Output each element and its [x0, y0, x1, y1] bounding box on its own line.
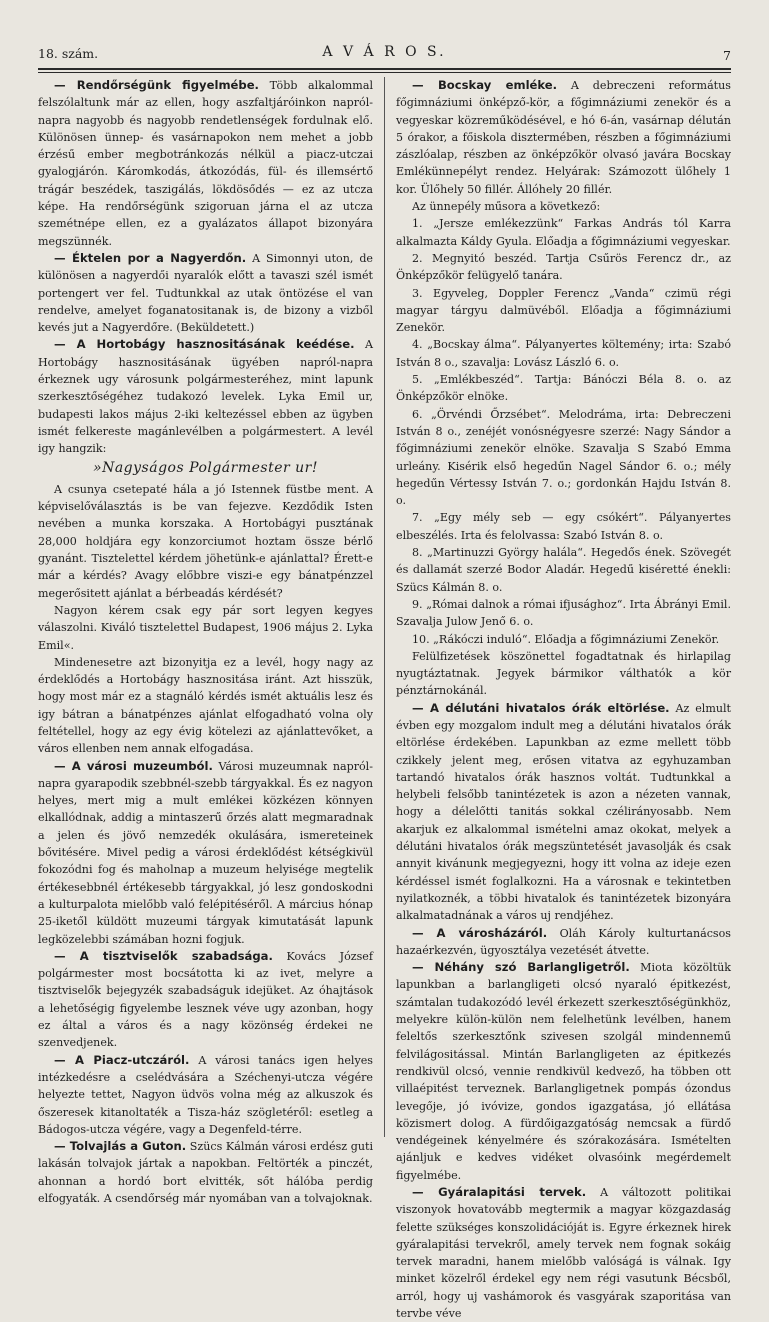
newspaper-title: A V Á R O S. [322, 44, 447, 60]
left-column [38, 77, 384, 1205]
page-number: 7 [723, 48, 731, 63]
article-paragraph [396, 596, 731, 631]
article-paragraph [396, 250, 731, 285]
article-text: 3. Egyveleg, Doppler Ferencz „Vanda“ czimü régi magyar tárgyu dalmüvéből. Előadja a főgimnáziumi Zenekör. [396, 286, 731, 335]
article-text: Városi muzeumnak napról-napra gyarapodik szebbnél-szebb tárgyakkal. És ez nagyon helyes, mert mig a mult emlékei közkézen könnyen elkallódnak, addig a mintaszerű őrzés alatt megmaradnak a jelen és jövő nemzedék okulására, ismeretеinek bővitésére. Mivel pedig a városi érdeklődést kétségkivül fokozódni fog és maholnap a muzeum helyisége megtelik értékesebbnél értékesebb tárgyakkal, jó lesz gondoskodni a kulturpalota mielőbb való felépitéséről. A március hónap 25-iketől küldött muzeumi tárgyak kimutatását lapunk legközelebbi számában hozni fogjuk. [38, 759, 373, 946]
article-paragraph [396, 959, 731, 1184]
article-text: Több alkalommal felszólaltunk már az ellen, hogy aszfaltjáróinkon napról-napra nagyobb és nagyobb rendetlenségek fordulnak elő. Különösen ünnep- és vasárnapokon nem mehet a jobb érzésű ember megbotránkozás nélkül a piacz-utczai gyalogjárón. Káromkodás, átkozódás, fül- és illemsértő trágár beszédek, taszigálás, lökdösődés — ez az utcza képe. Ha rendőrségünk szigoruan járna el az utcza szemétnépe ellen, ez a gyalázatos állapot bizonyára megszünnék. [38, 79, 373, 248]
article-text: 8. „Martinuzzi György halála“. Hegedős ének. Szövegét és dallamát szerzé Bodor Aladár. Hegedű kiséretté énekli: Szücs Kálmán 8. o. [396, 546, 731, 594]
right-column [384, 77, 731, 1321]
article-heading: — Éktelen por a Nagyerdőn. [54, 250, 247, 265]
article-paragraph [396, 198, 731, 215]
article-text: Az ünnepély műsora a következő: [412, 200, 601, 214]
article-paragraph [38, 654, 373, 758]
article-text: Nagyon kérem csak egy pár sort legyen kegyes válaszolni. Kiváló tisztelettel Budapest, 1906 május 2. Lyka Emil«. [38, 603, 373, 652]
article-paragraph [38, 77, 373, 250]
article-text: 7. „Egy mély seb — egy csókért“. Pályanyertes elbeszélés. Irta és felolvassa: Szabó István 8. o. [396, 511, 731, 542]
issue-number: 18. szám. [38, 46, 99, 61]
article-paragraph [38, 602, 373, 654]
article-text: Oláh Károly kulturtanácsos hazaérkezvén, ügyosztálya vezetését átvette. [396, 926, 731, 957]
letter-salutation: »Nagyságos Polgármester ur! [93, 459, 318, 476]
article-heading: — Tolvajlás a Guton. [54, 1139, 187, 1154]
article-paragraph [38, 758, 373, 948]
article-text: A Hortobágy hasznositásának ügyében napról-napra érkeznek ugy városunk polgármesteréhez, mint lapunk szerkesztőségéhez tudakozó levelek. Lyka Emil ur, budapesti lakos május 2-iki keltezéssel ebben az ügyben ismét felkereste magánlevélben a polgármestert. A levél igy hangzik: [38, 338, 373, 456]
article-paragraph [396, 406, 731, 510]
article-paragraph [396, 336, 731, 371]
article-text: A Simonnyi uton, de különösen a nagyerdői nyaralók előtt a tavaszi szél ismét portengert ver fel. Tudtunkkal az utak öntözése el van rendelve, amelyet foganatositanak is, de bizony a vizből kevés jut a Nagyerdőre. (Beküldetett.) [38, 251, 373, 335]
article-paragraph [38, 481, 373, 602]
article-text: A változott politikai viszonyok hovatovább megtermik a magyar közgazdaság felette szükséges konszolidációját is. Egyre érkeznek hirek gyáralapitási tervekről, amely tervek nem fognak sokáig tervek maradni, hanem mielőbb valóságá is válnak. Igy minket közelről érdekel egy nem régi vasutunk Bécsből, arról, hogy uj vashámorok és vasgyárak szaporitása van tervbe véve [396, 1186, 731, 1321]
article-paragraph [38, 948, 373, 1052]
article-text: Kovács József polgármester most bocsátotta ki az ivet, melyre a tisztviselők bejegyzék szabadságuk idejüket. Az óhajtások a lehetőségig figyelembe lesznek véve ugy azonban, hogy ez által a város és a nagy közönség érdekei ne szenvedjenek. [38, 949, 373, 1050]
article-text: Az elmult évben egy mozgalom indult meg a délutáni hivatalos órák eltörlése érdekében. Lapunkban az ezme mellett több czikkely jelent meg, erősen vitatva az egyhuzamban tartandó hivatalos órák hasznos voltát. Tudtunkkal a helybeli felsőbb tanintézetek is azon a nézeten vannak, hogy a délelőtti tanitás sokkal czélirányosabb. Nem akarjuk ez alkalommal ismételni amaz okokat, melyek a délutáni hivatalos órák megszüntetését javasolják és csak annyit kivánunk megjegyezni, hogy itt volna az ideje ezen kérdéssel ismét foglalkozni. Ha a városnak e tekintetben nyilatkoznék, a többi hivatalok és tanintézetek bizonyára alkalmatadnának a város uj rendjéhez. [396, 701, 731, 923]
article-paragraph [396, 648, 731, 700]
article-text: Szücs Kálmán városi erdész guti lakásán tolvajok jártak a napokban. Feltörték a pinczét, ahonnan a hordó bort elvitték, sőt hálóba perdig elfogyaták. A csendőrség már nyomában van a tolvajoknak. [38, 1140, 373, 1205]
article-paragraph [396, 371, 731, 406]
article-text: 1. „Jersze emlékezzünk“ Farkas András tól Karra alkalmazta Káldy Gyula. Előadja a főgimnáziumi vegyeskar. [396, 217, 731, 248]
article-text: Mindenesetre azt bizonyitja ez a levél, hogy nagy az érdeklődés a Hortobágy hasznositása iránt. Azt hisszük, hogy most már ez a stagnáló kérdés ismét aktuális lesz és igy bátran a bánatpénzes ajánlat elfogadható volna oly feltétellel, hogy az egy évig kötelezi az ajánlattevőket, a város ellenben nem annak elfogadása. [38, 655, 373, 756]
article-heading: — A városi muzeumból. [54, 758, 213, 773]
article-paragraph [396, 215, 731, 250]
article-paragraph [38, 336, 373, 457]
article-paragraph [396, 925, 731, 960]
page-header [38, 44, 731, 66]
header-rule-thin [38, 72, 731, 73]
article-heading: — A Piacz-utczáról. [54, 1052, 190, 1067]
article-heading: — A városházáról. [412, 925, 548, 940]
article-paragraph [396, 509, 731, 544]
article-heading: — A Hortobágy hasznositásának keédése. [54, 337, 355, 352]
article-heading: — Bocskay emléke. [412, 78, 558, 92]
article-text: A csunya csetepaté hála a jó Istennek füstbe ment. A képviselőválasztás is be van fejezve. Kezdődik Isten nevében a munka korszaka. A Hortobágyi pusztának 28,000 holdjára egy konzorciumot hoztam össze bérlő gyanánt. Tisztelettel kérdem jöhetünk-e ajánlattal? Érett-e már a kérdés? Avagy előbbre viszi-e egy bánatpénzzel megerősitett ajánlat a bérbeadás kérdését? [38, 482, 373, 600]
article-paragraph [38, 1052, 373, 1138]
article-paragraph [396, 700, 731, 925]
article-paragraph [396, 631, 731, 648]
article-paragraph [396, 1184, 731, 1322]
article-text: 2. Megnyitó beszéd. Tartja Csűrös Ferencz dr., az Önképzőkör felügyelő tanára. [396, 251, 731, 283]
header-rule [38, 68, 731, 70]
article-paragraph [396, 544, 731, 596]
article-paragraph [38, 1138, 373, 1207]
article-heading: — Rendőrségünk figyelmébe. [54, 78, 259, 92]
article-heading: — Gyáralapitási tervek. [412, 1185, 587, 1199]
article-text: 10. „Rákóczi induló“. Előadja a főgimnáziumi Zenekör. [412, 632, 720, 646]
article-heading: — A tisztviselők szabadsága. [54, 948, 273, 963]
article-paragraph [38, 250, 373, 336]
article-text: 4. „Bocskay álma“. Pályanyertes költemény; irta: Szabó István 8 o., szavalja: Lovász László 6. o. [396, 338, 731, 369]
article-text: A városi tanács igen helyes intézkedésre a cselédvására a Széchenyi-utcza végére helyezte tettet, Nagyon üdvös volna még az alkuszok és őszeresek kitanoltaték a Tisza-ház szögletéről: esetleg a Bádogos-utcza végére, vagy a Degenfeld-térre. [38, 1053, 373, 1136]
article-text: 5. „Emlékbeszéd“. Tartja: Bánóczi Béla 8. o. az Önképzőkör elnöke. [396, 373, 731, 404]
article-text: A debreczeni református főgimnáziumi önképző-kör, a főgimnáziumi zenekör és a vegyeskar közreműködésével, e hó 6-án, vasárnap délután 5 órakor, a főiskola disztermében, részben a főgimnáziumi zászlóalap, részben az önképzőkör olvasó javára Bocskay Emlékünnepélyt rendez. Helyárak: Számozott ülőhely 1 kor. Ülőhely 50 fillér. Állóhely 20 fillér. [396, 79, 731, 196]
article-heading: — Néhány szó Barlangligetről. [412, 960, 630, 975]
article-paragraph [396, 77, 731, 198]
article-text: 6. „Örvéndi Őrzsébet“. Melodráma, irta: Debreczeni István 8 o., zenéjét vonósnégyesre szerzé: Nagy Sándor a főgimnáziumi zenekör elnöke. Szavalja S Szabó Emma urleány. Kisérik első hegedűn Nagel Sándor 6. o.; mély hegedűn Vértessy István 7. o.; gordonkán Hajdu István 8. o. [396, 407, 731, 508]
article-text: Miota közöltük lapunkban a barlangligeti olcsó nyaraló épitkezést, számtalan tudakozódó levél érkezett szerkesztőségünkhöz, melyekre külön-külön nem felelhetünk levélben, hanem feleltős szerkesztőnk szivesen szolgál mindennemű felvilágositással. Mintán Barlangligeten az épitkezés rendkivül olcsó, vennie rendkivül kedvező, ha többen ott villaépitést terveznek. Barlangligetnek pompás ózondus levegője, jó ivóvize, gondos igazgatása, jó ellátása közismert dolog. A fürdőigazgatóság nemcsak a fürdő vendégeinek kényelmére és szórakozására. Ismételten ajánljuk e kedves vidéket olvasóink megérdemelt figyelmébe. [396, 961, 731, 1182]
article-heading: — A délutáni hivatalos órák eltörlése. [412, 700, 670, 715]
article-text: 9. „Római dalnok a római ifjusághoz“. Irta Ábrányi Emil. Szavalja Julow Jenő 6. o. [396, 597, 731, 629]
article-text: Felülfizetések köszönettel fogadtatnak és hirlapilag nyugtáztatnak. Jegyek bármikor válthatók a kör pénztárnokánál. [396, 649, 731, 698]
columns [38, 77, 731, 1321]
article-paragraph [396, 285, 731, 337]
